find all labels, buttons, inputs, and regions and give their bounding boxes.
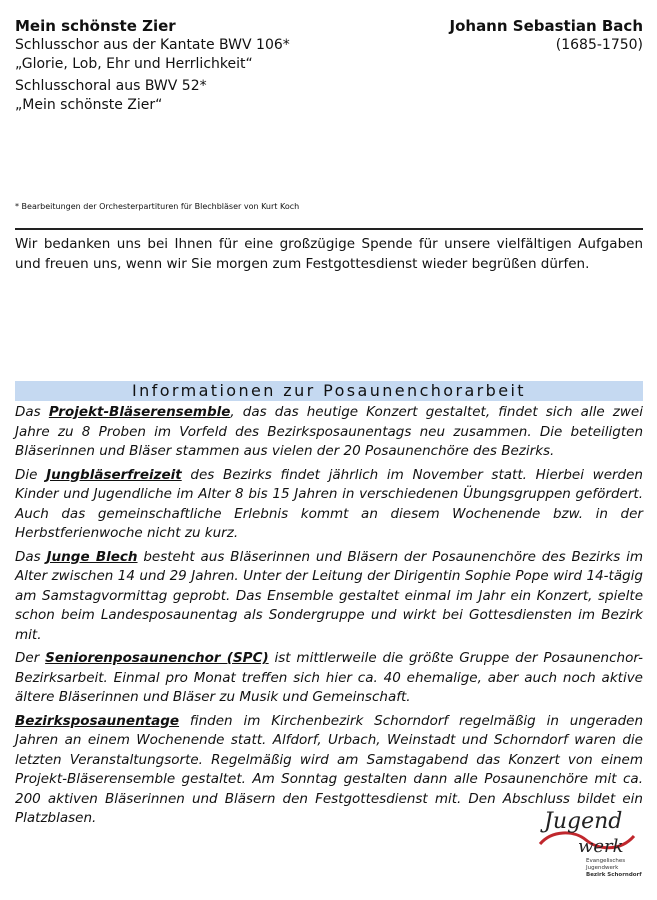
logo-line: Jugendwerk [586, 865, 619, 871]
document-page [15, 16, 644, 826]
piece-line: „Glorie, Lob, Ehr und Herrlichkeit“ [15, 56, 253, 72]
info-body [15, 403, 643, 833]
composer-dates: (1685-1750) [555, 37, 643, 53]
keyword: Jungbläserfreizeit [46, 466, 182, 483]
logo-line: Evangelisches [586, 858, 626, 864]
info-paragraph: Der Seniorenposaunenchor (SPC) ist mittlerweile die größte Gruppe der Posaunenchor-Bezirksarbeit. Einmal pro Monat treffen sich hier ca. 40 ehemalige, aber auch noch aktive ältere Bläserinnen und Bläser zu Musik und Gemeinschaft. [15, 650, 644, 705]
thanks-paragraph: Wir bedanken uns bei Ihnen für eine großzügige Spende für unsere vielfältigen Aufgaben und freuen uns, wenn wir Sie morgen zum Festgottesdienst wieder begrüßen dürfen. [15, 236, 643, 272]
keyword: Junge Blech [46, 548, 138, 565]
jugendwerk-logo [534, 800, 644, 890]
keyword: Bezirksposaunentage [15, 712, 180, 729]
info-paragraph: Das Projekt-Bläserensemble, das das heutige Konzert gestaltet, findet sich alle zwei Jahre zu 8 Proben im Vorfeld des Bezirksposaunentags neu zusammen. Die beteiligten Bläserinnen und Bläser stammen aus vielen der 20 Posaunenchöre des Bezirks. [15, 404, 643, 459]
info-paragraph: Bezirksposaunentage finden im Kirchenbezirk Schorndorf regelmäßig in ungeraden Jahren an einem Wochenende statt. Alfdorf, Urbach, Weinstadt und Schorndorf waren die letzten Veranstaltungsorte. Regelmäßig wird am Samstagabend das Konzert von einem Projekt-Bläserensemble gestaltet. Am Sonntag gestalten dann alle Posaunenchöre mit ca. 200 aktiven Bläserinnen und Bläsern den Festgottesdienst mit. Den Abschluss bildet ein Platzblasen. [15, 712, 643, 826]
piece-line: Schlusschoral aus BWV 52* [15, 78, 207, 94]
keyword: Seniorenposaunenchor (SPC) [45, 650, 269, 666]
info-paragraph: Das Junge Blech besteht aus Bläserinnen und Bläsern der Posaunenchöre des Bezirks im Alter zwischen 14 und 29 Jahren. Unter der Leitung der Dirigentin Sophie Pope wird 14-tägig am Samstagvormittag geprobt. Das Ensemble gestaltet einmal im Jahr ein Konzert, spielte schon beim Landesposaunentag als Sondergruppe und wirkt bei Gottesdiensten im Bezirk mit. [15, 548, 644, 643]
composer-block [450, 16, 644, 55]
logo-line: Bezirk Schorndorf [586, 872, 642, 878]
arrangement-footnote: * Bearbeitungen der Orchesterpartituren für Blechbläser von Kurt Koch [15, 202, 300, 211]
info-heading: Informationen zur Posaunenchorarbeit [15, 381, 643, 401]
piece-line: „Mein schönste Zier“ [15, 97, 163, 113]
piece-line: Schlusschor aus der Kantate BWV 106* [15, 37, 290, 53]
info-paragraph: Die Jungbläserfreizeit des Bezirks findet jährlich im November statt. Hierbei werden Kinder und Jugendliche im Alter 8 bis 15 Jahren in verschiedenen Übungsgruppen gefördert. Auch das gemeinschaftliche Erlebnis kommt an diesem Wochenende bzw. in der Herbstferienwoche nicht zu kurz. [15, 466, 643, 541]
keyword: Projekt-Bläserensemble [48, 404, 231, 420]
logo-wordmark-top: Jugend [544, 809, 623, 834]
composer-name: Johann Sebastian Bach [449, 17, 643, 35]
piece-title: Mein schönste Zier [15, 17, 176, 35]
piece-block [15, 16, 290, 115]
program-header [15, 16, 643, 115]
divider [15, 228, 643, 230]
logo-wordmark-bottom: werk [578, 836, 624, 857]
